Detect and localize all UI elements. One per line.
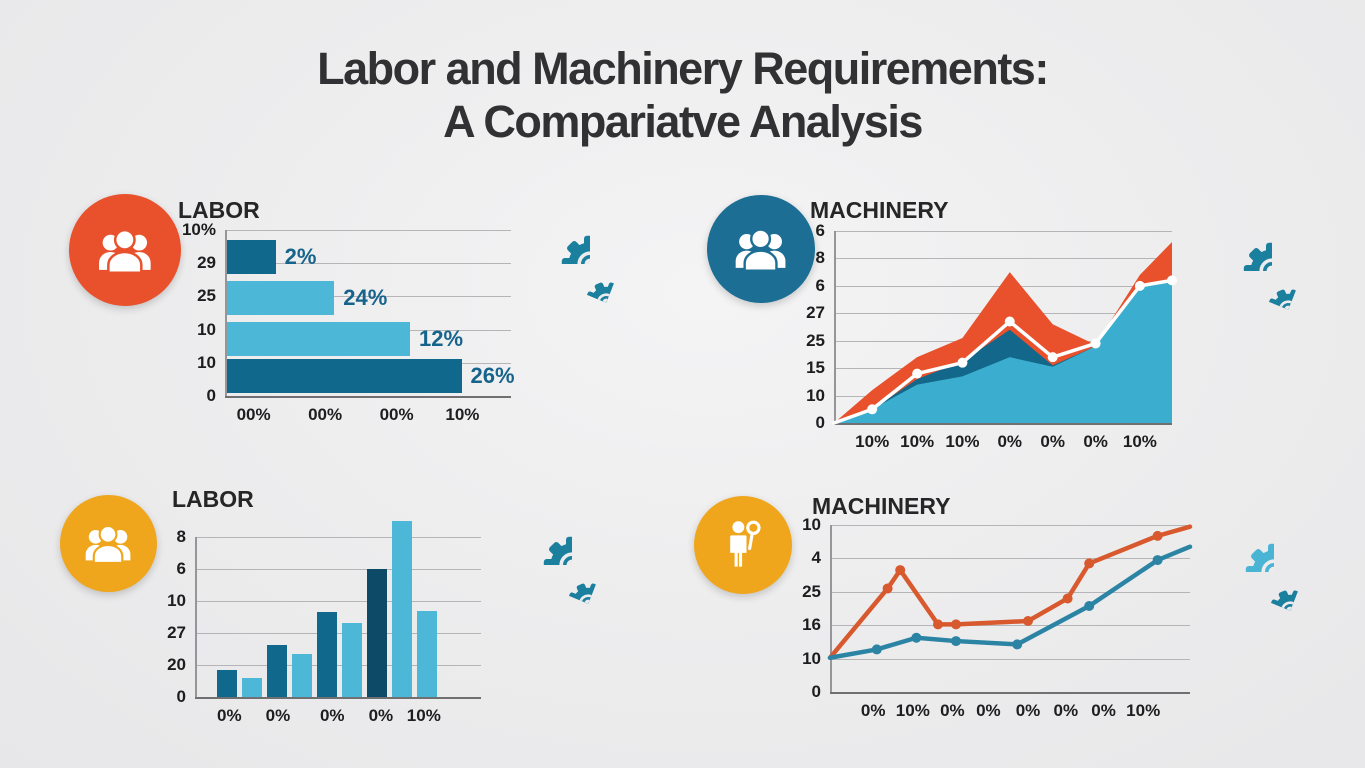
y-tick-label: 0 (176, 687, 186, 706)
y-tick-label: 25 (802, 581, 821, 601)
y-tick-label: 4 (811, 548, 821, 568)
person-with-magnifier-glyph (712, 514, 775, 577)
y-tick-label: 6 (815, 221, 825, 240)
bar (292, 654, 312, 697)
x-tick-label: 10% (445, 405, 480, 424)
y-axis-line (195, 537, 197, 697)
plot-area (830, 525, 1190, 692)
y-axis-labels (783, 515, 830, 701)
plot-area (195, 537, 481, 697)
x-tick-label: 10% (945, 432, 980, 451)
y-tick-label: 10 (197, 352, 216, 372)
y-tick-label: 20 (167, 655, 186, 674)
x-tick-label: 0% (1053, 701, 1079, 720)
bar (317, 612, 337, 697)
panel-title-machinery-top: MACHINERY (810, 197, 949, 223)
gridline (195, 601, 481, 602)
people-group-glyph (77, 512, 139, 574)
gridline (195, 569, 481, 570)
x-tick-label: 0% (217, 706, 242, 725)
y-tick-label: 29 (197, 253, 216, 273)
y-tick-label: 0 (815, 413, 825, 432)
gridline (195, 537, 481, 538)
panel-title-labor-top: LABOR (178, 197, 260, 223)
y-axis-labels (786, 221, 834, 432)
bar-value-label: 24% (343, 285, 388, 310)
x-tick-label: 10% (895, 701, 930, 720)
machinery-person-magnifier-icon (694, 496, 792, 594)
gears-icon (1212, 211, 1304, 305)
plot-area (834, 231, 1172, 423)
y-tick-label: 0 (206, 386, 216, 405)
gears-icon (1214, 512, 1306, 606)
y-axis-labels (149, 527, 195, 706)
y-tick-label: 27 (167, 623, 186, 642)
y-tick-label: 10 (802, 515, 821, 534)
x-tick-label: 10% (1126, 701, 1161, 720)
x-axis-labels (834, 432, 1172, 456)
y-tick-label: 10 (802, 648, 821, 668)
labor-people-icon-2 (60, 495, 157, 592)
people-group-glyph (89, 214, 161, 286)
x-tick-label: 0% (1015, 701, 1041, 720)
x-tick-label: 0% (940, 701, 965, 720)
y-tick-label: 10 (167, 591, 186, 610)
bar-value-label: 2% (284, 244, 317, 269)
y-tick-label: 10 (806, 385, 825, 405)
x-tick-label: 0% (1091, 701, 1116, 720)
x-tick-label: 0% (1083, 432, 1108, 451)
bar (217, 670, 237, 697)
title-line-2: A Compariatve Analysis (443, 96, 922, 148)
x-tick-label: 0% (319, 706, 345, 725)
bar (392, 521, 412, 697)
gridline (195, 665, 481, 666)
x-tick-label: 00% (308, 405, 343, 424)
bar (227, 322, 410, 356)
gridline (225, 230, 511, 231)
bar (242, 678, 262, 697)
bar (342, 623, 362, 697)
gridline (195, 697, 481, 699)
x-tick-label: 0% (976, 701, 1001, 720)
x-tick-label: 10% (900, 432, 935, 451)
x-tick-label: 10% (855, 432, 890, 451)
bar (227, 240, 276, 274)
x-axis-labels (195, 706, 481, 730)
gridline (195, 633, 481, 634)
gridline (830, 692, 1190, 694)
panel-title-machinery-bottom: MACHINERY (812, 493, 951, 519)
gears-icon (512, 505, 604, 599)
gridline (225, 396, 511, 398)
y-tick-label: 25 (197, 286, 216, 306)
y-tick-label: 6 (815, 275, 825, 295)
line-plot (830, 525, 1190, 692)
y-tick-label: 10 (197, 319, 216, 339)
plot-area (225, 230, 515, 396)
gridline (834, 423, 1172, 425)
x-tick-label: 0% (265, 706, 291, 725)
bar (267, 645, 287, 697)
y-tick-label: 0 (811, 682, 821, 701)
y-tick-label: 15 (806, 358, 825, 378)
x-tick-label: 00% (236, 405, 271, 424)
x-tick-label: 10% (406, 706, 441, 725)
x-axis-labels (225, 405, 511, 429)
labor-people-icon (69, 194, 181, 306)
y-axis-labels (179, 220, 225, 405)
x-tick-label: 0% (368, 706, 394, 725)
x-tick-label: 0% (1040, 432, 1065, 451)
gears-icon (530, 204, 622, 298)
title-line-1: Labor and Machinery Requirements: (317, 43, 1048, 94)
panel-title-labor-bottom: LABOR (172, 486, 254, 512)
y-tick-label: 8 (176, 527, 186, 546)
y-tick-label: 25 (806, 330, 825, 350)
y-tick-label: 6 (176, 559, 186, 578)
x-tick-label: 0% (997, 432, 1023, 451)
bar (227, 359, 462, 393)
bar (417, 611, 437, 697)
bar (367, 569, 387, 697)
y-tick-label: 10% (181, 220, 216, 239)
y-tick-label: 27 (806, 303, 825, 323)
y-tick-label: 8 (815, 248, 825, 268)
bar (227, 281, 334, 315)
page-title (0, 42, 1365, 148)
area-plot (834, 231, 1172, 423)
x-tick-label: 10% (1122, 432, 1157, 451)
bar-value-label: 12% (419, 326, 464, 351)
x-tick-label: 0% (860, 701, 886, 720)
x-axis-labels (830, 701, 1190, 725)
y-tick-label: 16 (802, 615, 821, 635)
bar-value-label: 26% (470, 363, 515, 388)
x-tick-label: 00% (379, 405, 414, 424)
